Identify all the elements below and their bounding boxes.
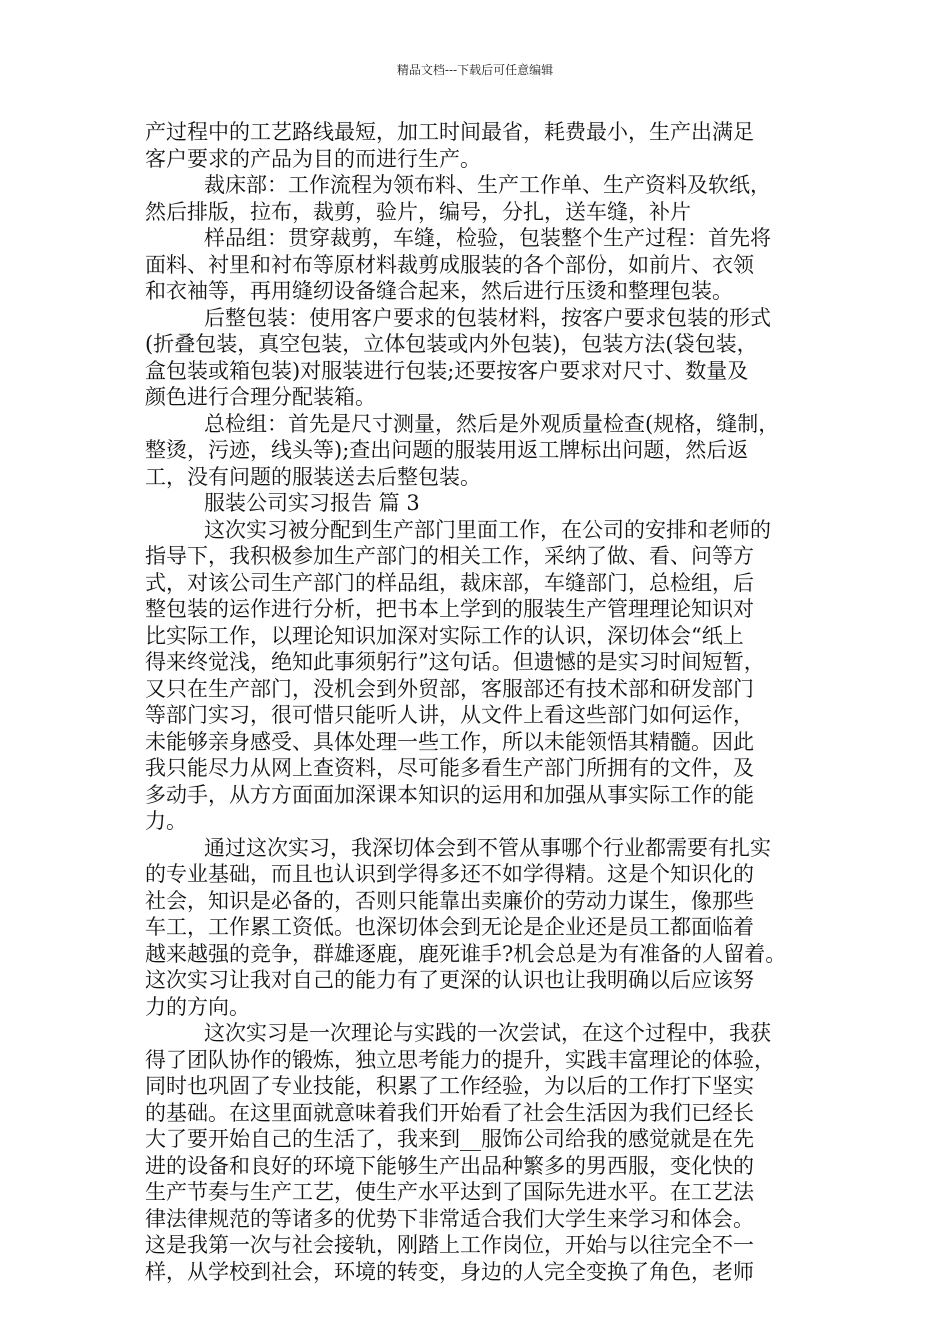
text-line: 裁床部：工作流程为领布料、生产工作单、生产资料及软纸， xyxy=(204,173,771,197)
text-line: 律法律规范的等诸多的优势下非常适合我们大学生来学习和体会。 xyxy=(145,1206,754,1231)
text-line: 盒包装或箱包装)对服装进行包装;还要按客户要求对尺寸、数量及 xyxy=(145,358,749,383)
document-body xyxy=(145,119,805,1285)
text-line: 同时也巩固了专业技能，积累了工作经验，为以后的工作打下坚实 xyxy=(145,1074,754,1098)
text-line: 我只能尽力从网上查资料，尽可能多看生产部门所拥有的文件，及 xyxy=(145,756,754,780)
text-line: 力的方向。 xyxy=(145,994,250,1019)
text-line: 比实际工作，以理论知识加深对实际工作的认识，深切体会“纸上 xyxy=(145,623,744,648)
text-line: 越来越强的竞争，群雄逐鹿，鹿死谁手?机会总是为有准备的人留着。 xyxy=(145,941,787,966)
text-line: 和衣袖等，再用缝纫设备缝合起来，然后进行压烫和整理包装。 xyxy=(145,279,733,303)
text-line: 得了团队协作的锻炼，独立思考能力的提升，实践丰富理论的体验， xyxy=(145,1047,775,1072)
text-line: 多动手，从方方面面加深课本知识的运用和加强从事实际工作的能 xyxy=(145,782,754,807)
text-line: (折叠包装，真空包装，立体包装或内外包装)，包装方法(袋包装， xyxy=(145,332,758,356)
text-line: 这次实习让我对自己的能力有了更深的认识也让我明确以后应该努 xyxy=(145,968,754,992)
text-line: 整烫，污迹，线头等);查出问题的服装用返工牌标出问题，然后返 xyxy=(145,438,749,462)
text-line: 这是我第一次与社会接轨，刚踏上工作岗位，开始与以往完全不一 xyxy=(145,1233,754,1257)
text-line: 工，没有问题的服装送去后整包装。 xyxy=(145,464,481,489)
text-line: 生产节奏与生产工艺，使生产水平达到了国际先进水平。在工艺法 xyxy=(145,1180,754,1204)
text-line: 通过这次实习，我深切体会到不管从事哪个行业都需要有扎实 xyxy=(204,835,771,860)
text-line: 这次实习被分配到生产部门里面工作，在公司的安排和老师的 xyxy=(204,517,771,542)
text-line: 颜色进行合理分配装箱。 xyxy=(145,385,376,409)
text-line: 的专业基础，而且也认识到学得多还不如学得精。这是个知识化的 xyxy=(145,862,754,886)
text-line: 总检组：首先是尺寸测量，然后是外观质量检查(规格，缝制， xyxy=(204,411,780,436)
text-line: 样品组：贯穿裁剪，车缝，检验，包装整个生产过程：首先将 xyxy=(204,226,771,250)
text-line: 得来终觉浅，绝知此事须躬行”这句话。但遗憾的是实习时间短暂， xyxy=(145,650,765,674)
text-line: 然后排版，拉布，裁剪，验片，编号，分扎，送车缝，补片 xyxy=(145,199,691,224)
text-line: 这次实习是一次理论与实践的一次尝试，在这个过程中，我获 xyxy=(204,1021,771,1045)
text-line: 产过程中的工艺路线最短，加工时间最省，耗费最小，生产出满足 xyxy=(145,120,754,144)
text-line: 社会，知识是必备的，否则只能靠出卖廉价的劳动力谋生，像那些 xyxy=(145,888,754,913)
text-line: 面料、衬里和衬布等原材料裁剪成服装的各个部份，如前片、衣领 xyxy=(145,252,754,277)
text-line: 整包装的运作进行分析，把书本上学到的服装生产管理理论知识对 xyxy=(145,597,754,621)
text-line: 车工，工作累工资低。也深切体会到无论是企业还是员工都面临着 xyxy=(145,915,754,939)
text-line: 式，对该公司生产部门的样品组，裁床部，车缝部门，总检组，后 xyxy=(145,570,754,595)
text-line: 未能够亲身感受、具体处理一些工作，所以未能领悟其精髓。因此 xyxy=(145,729,754,754)
text-line: 指导下，我积极参加生产部门的相关工作，采纳了做、看、问等方 xyxy=(145,544,754,568)
text-line: 力。 xyxy=(145,809,187,833)
text-line: 大了要开始自己的生活了，我来到__服饰公司给我的感觉就是在先 xyxy=(145,1127,754,1151)
text-line: 服装公司实习报告 篇 3 xyxy=(204,491,420,515)
text-line: 进的设备和良好的环境下能够生产出品种繁多的男西服，变化快的 xyxy=(145,1153,754,1178)
text-line: 后整包装：使用客户要求的包装材料，按客户要求包装的形式 xyxy=(204,305,771,330)
text-line: 等部门实习，很可惜只能听人讲，从文件上看这些部门如何运作， xyxy=(145,703,754,727)
text-line: 样，从学校到社会，环境的转变，身边的人完全变换了角色，老师 xyxy=(145,1259,754,1284)
text-line: 的基础。在这里面就意味着我们开始看了社会生活因为我们已经长 xyxy=(145,1100,754,1125)
text-line: 客户要求的产品为目的而进行生产。 xyxy=(145,146,481,171)
text-line: 又只在生产部门，没机会到外贸部，客服部还有技术部和研发部门 xyxy=(145,676,754,701)
page-header: 精品文档---下载后可任意编辑 xyxy=(396,63,554,77)
